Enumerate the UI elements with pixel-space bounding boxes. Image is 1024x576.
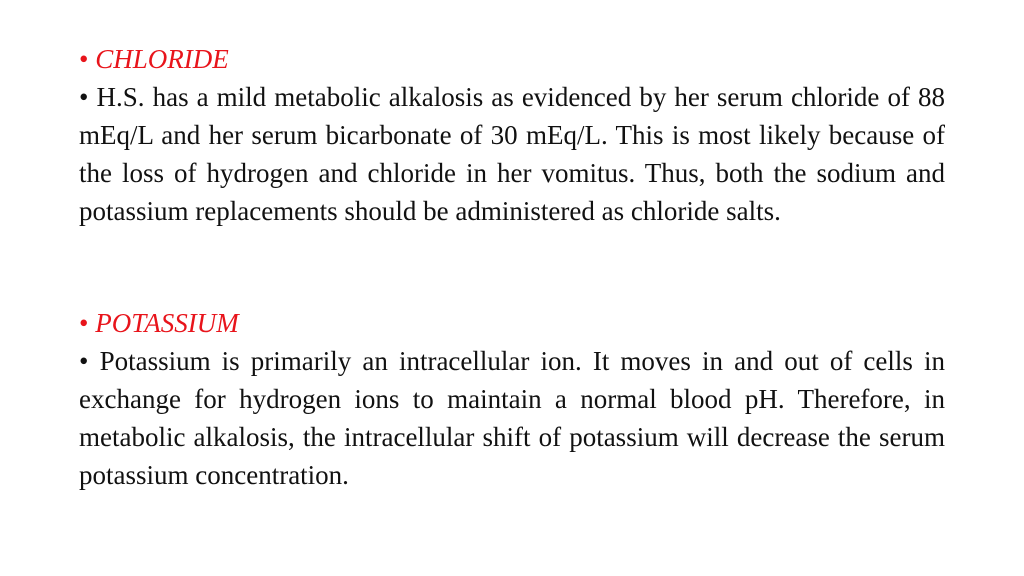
bullet-icon: • xyxy=(79,346,100,376)
section-paragraph xyxy=(79,78,945,230)
section-heading xyxy=(79,40,945,78)
bullet-icon: • xyxy=(79,82,97,112)
heading-text: POTASSIUM xyxy=(95,308,239,338)
section-chloride xyxy=(79,40,945,230)
section-potassium xyxy=(79,304,945,494)
section-heading xyxy=(79,304,945,342)
section-paragraph xyxy=(79,342,945,494)
paragraph-text: Potassium is primarily an intracellular ion. It moves in and out of cells in exchange for hydrogen ions to maintain a normal blood pH. Therefore, in metabolic alkalosis, the intracellular shift of potassium will decrease the serum potassium concentration. xyxy=(79,346,946,490)
slide-content xyxy=(79,40,945,494)
bullet-icon: • xyxy=(79,308,96,338)
paragraph-text: H.S. has a mild metabolic alkalosis as evidenced by her serum chloride of 88 mEq/L and her serum bicarbonate of 30 mEq/L. This is most likely because of the loss of hydrogen and chloride in her vomitus. Thus, both the sodium and potassium replacements should be administered as chloride salts. xyxy=(79,82,946,226)
bullet-icon: • xyxy=(79,44,96,74)
heading-text: CHLORIDE xyxy=(95,44,229,74)
